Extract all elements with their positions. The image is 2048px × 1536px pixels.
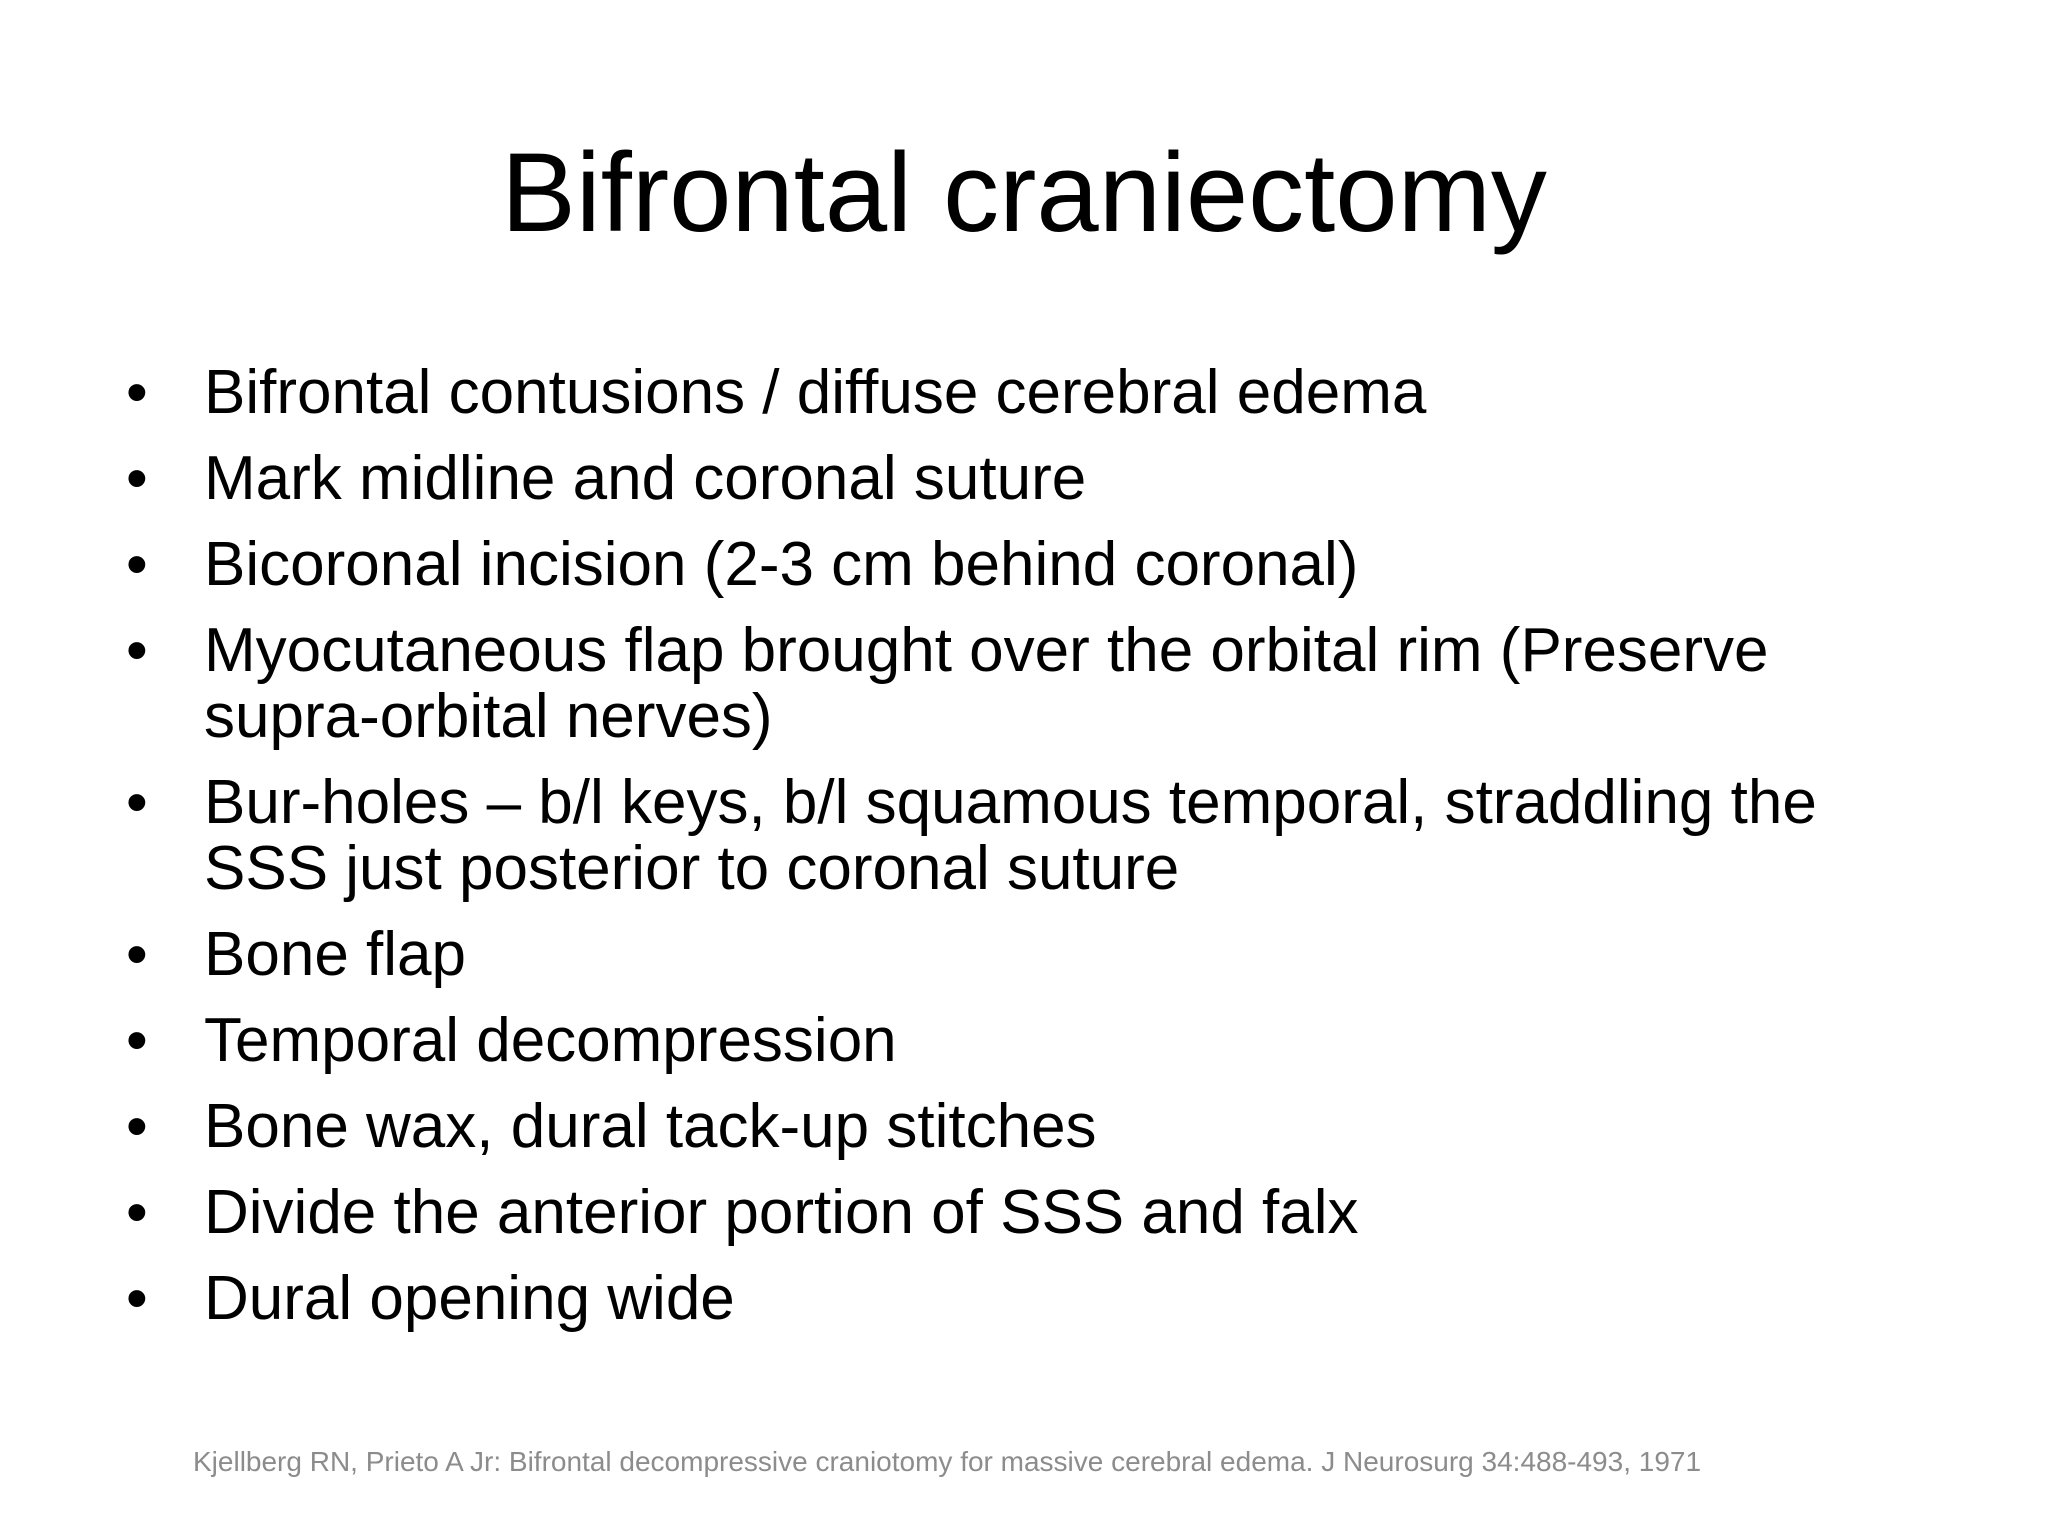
bullet-text: Bone flap <box>204 920 466 989</box>
bullet-text: Divide the anterior portion of SSS and falx <box>204 1178 1359 1247</box>
list-item <box>120 618 1950 750</box>
bullet-icon: • <box>126 1178 148 1247</box>
list-item <box>120 360 1950 426</box>
list-item <box>120 1094 1950 1160</box>
list-item <box>120 1266 1950 1332</box>
list-item <box>120 446 1950 512</box>
bullet-text: Bur-holes – b/l keys, b/l squamous temporal, straddling the SSS just posterior to coronal suture <box>204 768 1817 903</box>
list-item <box>120 770 1950 902</box>
bullet-text: Temporal decompression <box>204 1006 897 1075</box>
bullet-text: Bifrontal contusions / diffuse cerebral edema <box>204 358 1427 427</box>
bullet-icon: • <box>126 1264 148 1333</box>
bullet-icon: • <box>126 1006 148 1075</box>
bullet-icon: • <box>126 530 148 599</box>
list-item <box>120 922 1950 988</box>
bullet-text: Bone wax, dural tack-up stitches <box>204 1092 1097 1161</box>
bullet-icon: • <box>126 616 148 685</box>
bullet-text: Dural opening wide <box>204 1264 735 1333</box>
bullet-icon: • <box>126 920 148 989</box>
bullet-text: Bicoronal incision (2-3 cm behind coronal) <box>204 530 1359 599</box>
list-item <box>120 1180 1950 1246</box>
bullet-icon: • <box>126 1092 148 1161</box>
bullet-icon: • <box>126 444 148 513</box>
bullet-icon: • <box>126 358 148 427</box>
bullet-list <box>120 360 1950 1352</box>
bullet-text: Mark midline and coronal suture <box>204 444 1087 513</box>
list-item <box>120 532 1950 598</box>
citation: Kjellberg RN, Prieto A Jr: Bifrontal decompressive craniotomy for massive cerebral edema. J Neurosurg 34:488-493, 1971 <box>193 1446 1702 1477</box>
list-item <box>120 1008 1950 1074</box>
slide-title: Bifrontal craniectomy <box>501 130 1547 255</box>
bullet-icon: • <box>126 768 148 837</box>
bullet-text: Myocutaneous flap brought over the orbital rim (Preserve supra-orbital nerves) <box>204 616 1769 751</box>
